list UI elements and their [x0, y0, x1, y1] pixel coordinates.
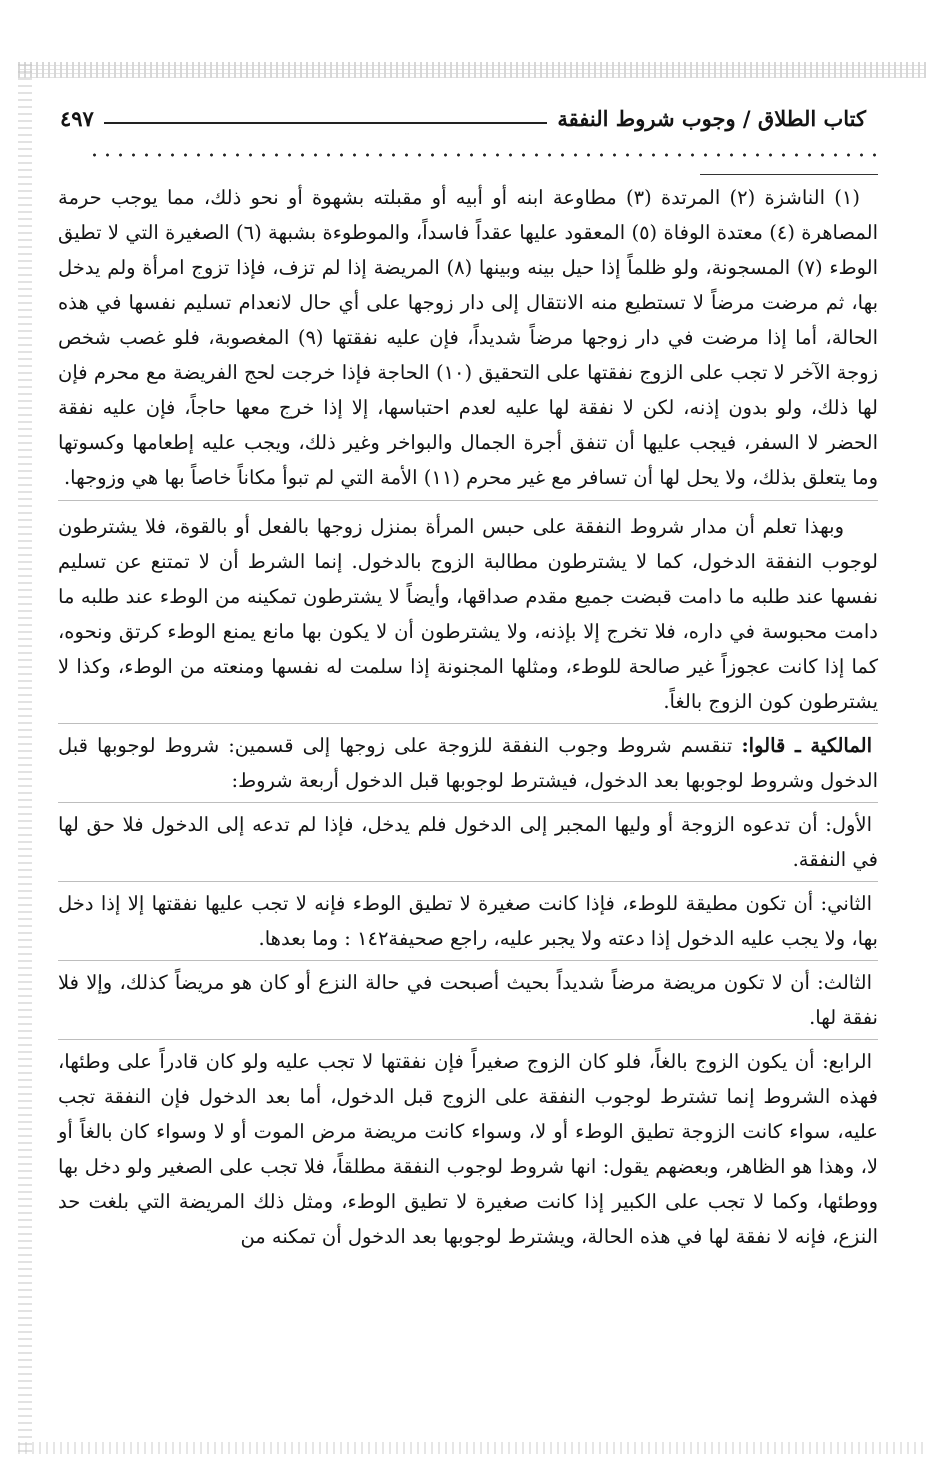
page-header [60, 98, 866, 138]
dotted-divider [88, 153, 878, 157]
decorative-top-border [18, 62, 926, 78]
decorative-left-border [18, 62, 32, 1452]
page-number: ٤٩٧ [60, 105, 94, 131]
running-title: كتاب الطلاق / وجوب شروط النفقة [557, 105, 866, 131]
condition-fourth: الرابع: أن يكون الزوج بالغاً، فلو كان الزوج صغيراً فإن نفقتها لا تجب عليه ولو كان قادراً على وطئها، فهذه الشروط إنما تشترط لوجوب النفقة على الزوج قبل الدخول، أما بعد الدخول فإن النفقة تجب عليه، سواء كانت الزوجة تطيق الوطء أو لا، وسواء كانت مريضة مرض الموت أو لا وسواء كان بالغاً أو لا، وهذا هو الظاهر، وبعضهم يقول: انها شروط لوجوب النفقة مطلقاً، فلا تجب على الصغير ولو دخل بها ووطئها، وكما لا تجب على الكبير إذا كانت صغيرة لا تطيق الوطء، ومثل ذلك المريضة التي بلغت حد النزع، فإنه لا نفقة لها في هذه الحالة، ويشترط لوجوبها بعد الدخول أن تمكنه من [58, 1050, 878, 1248]
maliki-paragraph [58, 728, 878, 798]
paragraph-separator [58, 1039, 878, 1040]
paragraph-separator [58, 881, 878, 882]
paragraph-separator [58, 500, 878, 501]
footnote-rule [700, 174, 878, 175]
decorative-bottom-border [18, 1442, 926, 1454]
header-rule [104, 122, 548, 124]
condition-third: الثالث: أن لا تكون مريضة مرضاً شديداً بحيث أصبحت في حالة النزع أو كان هو مريضاً كذلك، وإلا فلا نفقة لها. [58, 971, 878, 1029]
paragraph-separator [58, 802, 878, 803]
notes-paragraph: (١) الناشزة (٢) المرتدة (٣) مطاوعة ابنه أو أبيه أو مقبلته بشهوة أو نحو ذلك، مما يوجب حرمة المصاهرة (٤) معتدة الوفاة (٥) المعقود عليها عقداً فاسداً، والموطوءة بشبهة (٦) الصغيرة التي لا تطيق الوطء (٧) المسجونة، ولو ظلماً إذا حيل بينه وبينها (٨) المريضة إذا لم تزف، فإذا تزوج امرأة ولم يدخل بها، ثم مرضت مرضاً لا تستطيع منه الانتقال إلى دار زوجها على أي حال لانعدام تسليم نفسها في هذه الحالة، أما إذا مرضت في دار زوجها مرضاً شديداً، فإن عليه نفقتها (٩) المغصوبة، فلو غصب شخص زوجة الآخر لا تجب على الزوج نفقتها على التحقيق (١٠) الحاجة فإذا خرجت لحج الفريضة مع محرم فإن لها ذلك، ولو بدون إذنه، لكن لا نفقة لها عليه لعدم احتباسها، إلا إذا خرج معها حاجاً، فإن عليه نفقة الحضر لا السفر، فيجب عليها أن تنفق أجرة الجمال والبواخر وغير ذلك، ويجب عليه إطعامها وكسوتها وما يتعلق بذلك، ولا يحل لها أن تسافر مع غير محرم (١١) الأمة التي لم تبوأ مكاناً خاصاً بها هي وزوجها. [58, 186, 879, 489]
condition-second: الثاني: أن تكون مطيقة للوطء، فإذا كانت صغيرة لا تطيق الوطء فإنه لا تجب عليها نفقتها إلا إذا دخل بها، ولا يجب عليه الدخول إذا دعته ولا يجبر عليه، راجع صحيفة١٤٢ : وما بعدها. [58, 892, 878, 950]
paragraph-separator [58, 723, 878, 724]
maliki-text: تنقسم شروط وجوب النفقة للزوجة على زوجها إلى قسمين: شروط لوجوبها قبل الدخول وشروط لوجوبها بعد الدخول، فيشترط لوجوبها قبل الدخول أربعة شروط: [58, 734, 878, 792]
paragraph-separator [58, 960, 878, 961]
maliki-heading: المالكية ـ قالوا: [741, 734, 873, 757]
page-body [58, 180, 878, 1254]
body-paragraph: وبهذا تعلم أن مدار شروط النفقة على حبس المرأة بمنزل زوجها بالفعل أو بالقوة، فلا يشترطون لوجوب النفقة الدخول، كما لا يشترطون مطالبة الزوج بالدخول. إنما الشرط أن لا تمتنع عن تسليم نفسها عند طلبه ما دامت قبضت جميع مقدم صداقها، وأيضاً لا يشترطون تمكينه من الوطء عند طلبه ما دامت محبوسة في داره، فلا تخرج إلا بإذنه، ولا يشترطون أن لا يكون بها مانع يمنع الوطء كرتق ونحوه، كما إذا كانت عجوزاً غير صالحة للوطء، ومثلها المجنونة إذا سلمت له نفسها ومنعته من الوطء، وكذا لا يشترطون كون الزوج بالغاً. [58, 515, 878, 713]
condition-first: الأول: أن تدعوه الزوجة أو وليها المجبر إلى الدخول فلم يدخل، فإذا لم تدعه إلى الدخول فلا حق لها في النفقة. [58, 813, 878, 871]
